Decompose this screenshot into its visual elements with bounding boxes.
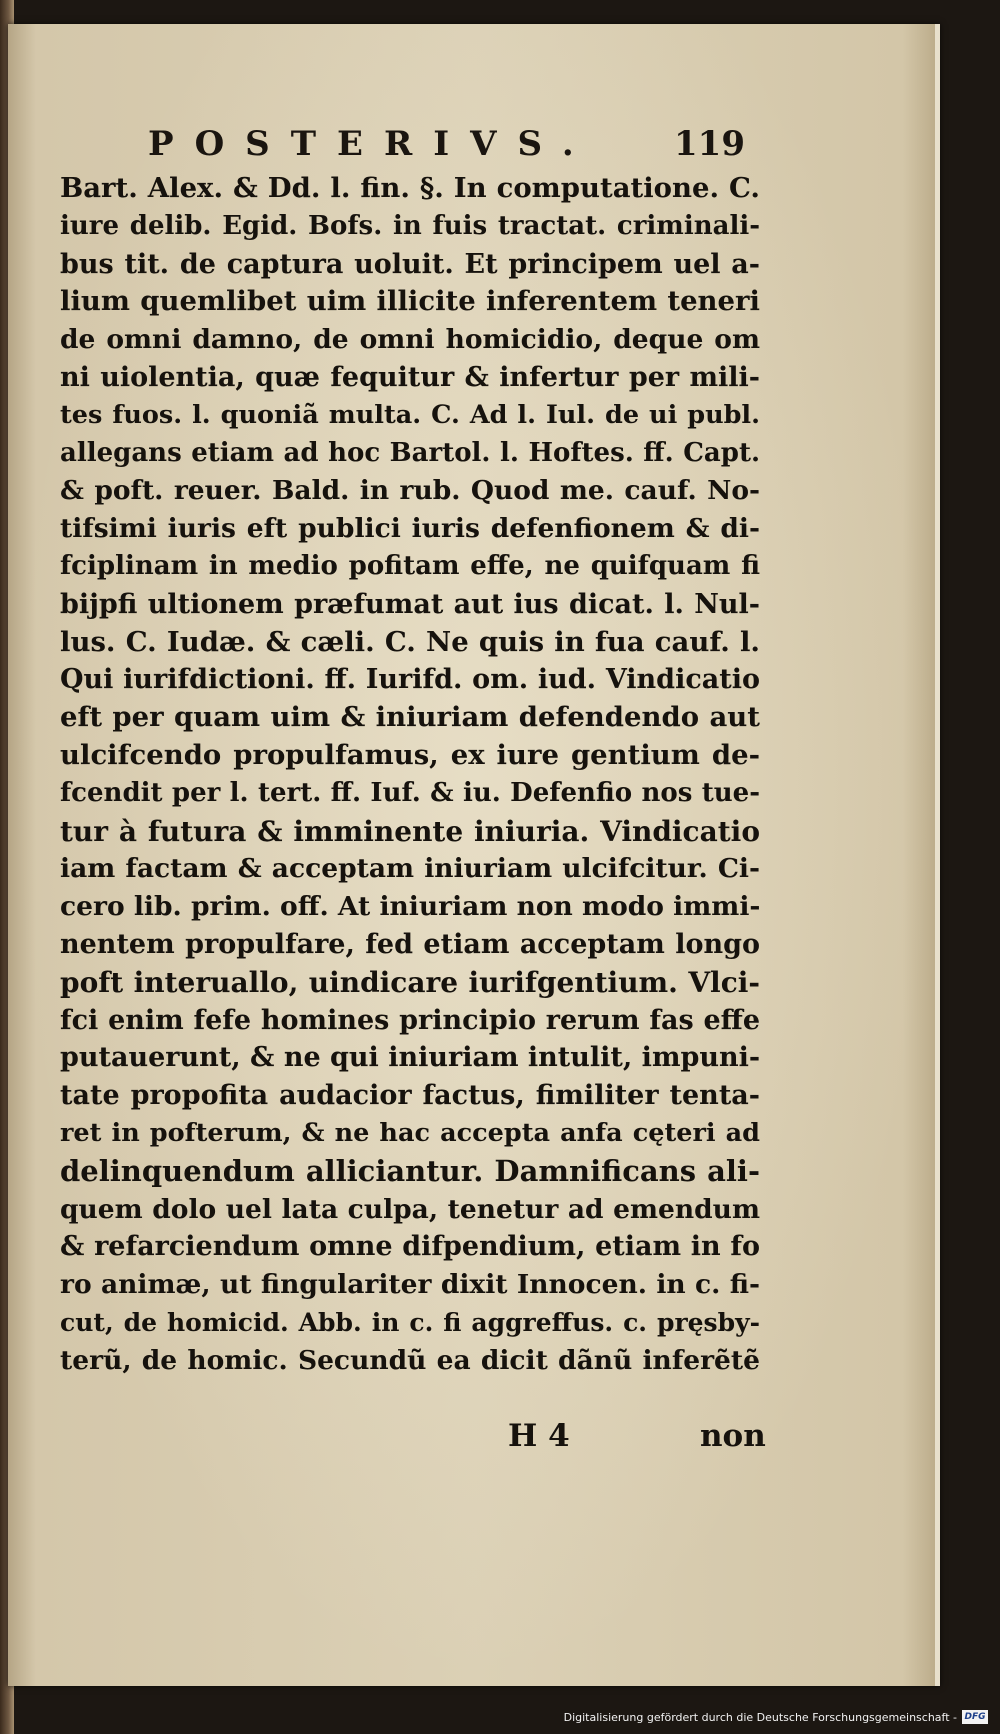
text-line: fci enim fefe homines principio rerum fas effe xyxy=(60,1004,760,1036)
text-line: & refarciendum omne difpendium, etiam in fo xyxy=(60,1231,760,1263)
text-line: bus tit. de captura uoluit. Et principem uel a- xyxy=(60,248,760,280)
text-line: tes fuos. l. quoniã multa. C. Ad l. Iul. de ui publ. xyxy=(60,399,760,430)
page-number: 119 xyxy=(674,124,745,164)
text-line: putauerunt, & ne qui iniuriam intulit, impuni- xyxy=(60,1042,761,1074)
text-line: & poft. reuer. Bald. in rub. Quod me. cauf. No- xyxy=(60,475,760,507)
text-line: de omni damno, de omni homicidio, deque om xyxy=(60,324,760,356)
text-line: poft interuallo, uindicare iurifgentium. Vlci- xyxy=(60,965,760,999)
dfg-logo-icon: DFG xyxy=(962,1710,988,1724)
text-line: lium quemlibet uim illicite inferentem teneri xyxy=(60,285,760,318)
text-line: tate propofita audacior factus, fimiliter tenta- xyxy=(60,1080,760,1112)
text-line: iure delib. Egid. Bofs. in fuis tractat. criminali- xyxy=(60,210,760,241)
text-line: iam factam & acceptam iniuriam ulcifcitur. Ci- xyxy=(60,853,760,885)
text-line: cut, de homicid. Abb. in c. fi aggreffus. c. pręsby- xyxy=(60,1307,760,1337)
text-line: ulcifcendo propulfamus, ex iure gentium de- xyxy=(60,738,760,771)
signature-mark: H 4 xyxy=(508,1418,570,1454)
text-line: cero lib. prim. off. At iniuriam non modo immi- xyxy=(60,891,761,923)
running-head-title: POSTERIVS. xyxy=(148,124,595,164)
text-line: Qui iurifdictioni. ff. Iurifd. om. iud. Vindicatio xyxy=(60,664,760,696)
text-line: tifsimi iuris eft publici iuris defenfionem & di- xyxy=(60,513,760,545)
text-line: quem dolo uel lata culpa, tenetur ad emendum xyxy=(60,1193,760,1225)
text-line: allegans etiam ad hoc Bartol. l. Hoftes. ff. Capt. xyxy=(60,437,760,468)
digitization-credit xyxy=(564,1708,988,1726)
text-line: Bart. Alex. & Dd. l. fin. §. In computatione. C. xyxy=(60,172,760,204)
text-line: ro animæ, ut fingulariter dixit Innocen. in c. fi- xyxy=(60,1269,760,1301)
text-line: eft per quam uim & iniuriam defendendo aut xyxy=(60,701,760,734)
running-head xyxy=(128,124,828,164)
text-line: ni uiolentia, quæ fequitur & infertur per mili- xyxy=(60,361,760,393)
text-line: fcendit per l. tert. ff. Iuf. & iu. Defenfio nos tue- xyxy=(60,777,760,808)
text-line: nentem propulfare, fed etiam acceptam longo xyxy=(60,928,760,960)
text-line: tur à futura & imminente iniuria. Vindicatio xyxy=(60,814,760,848)
text-line: terũ, de homic. Secundũ ea dicit dãnũ inferẽtẽ xyxy=(60,1344,760,1376)
text-line: ret in pofterum, & ne hac accepta anfa cęteri ad xyxy=(60,1117,760,1148)
text-line: lus. C. Iudæ. & cæli. C. Ne quis in fua cauf. l. xyxy=(60,625,760,658)
text-line: delinquendum alliciantur. Damnificans ali- xyxy=(60,1153,760,1188)
catchword: non xyxy=(700,1418,766,1454)
book-page xyxy=(8,24,940,1686)
text-line: fciplinam in medio pofitam effe, ne quifquam fi xyxy=(60,550,760,581)
body-text xyxy=(60,170,760,1380)
credit-text: Digitalisierung gefördert durch die Deutsche Forschungsgemeinschaft - xyxy=(563,1710,957,1724)
text-line: bijpfi ultionem præfumat aut ius dicat. l. Nul- xyxy=(60,588,760,620)
